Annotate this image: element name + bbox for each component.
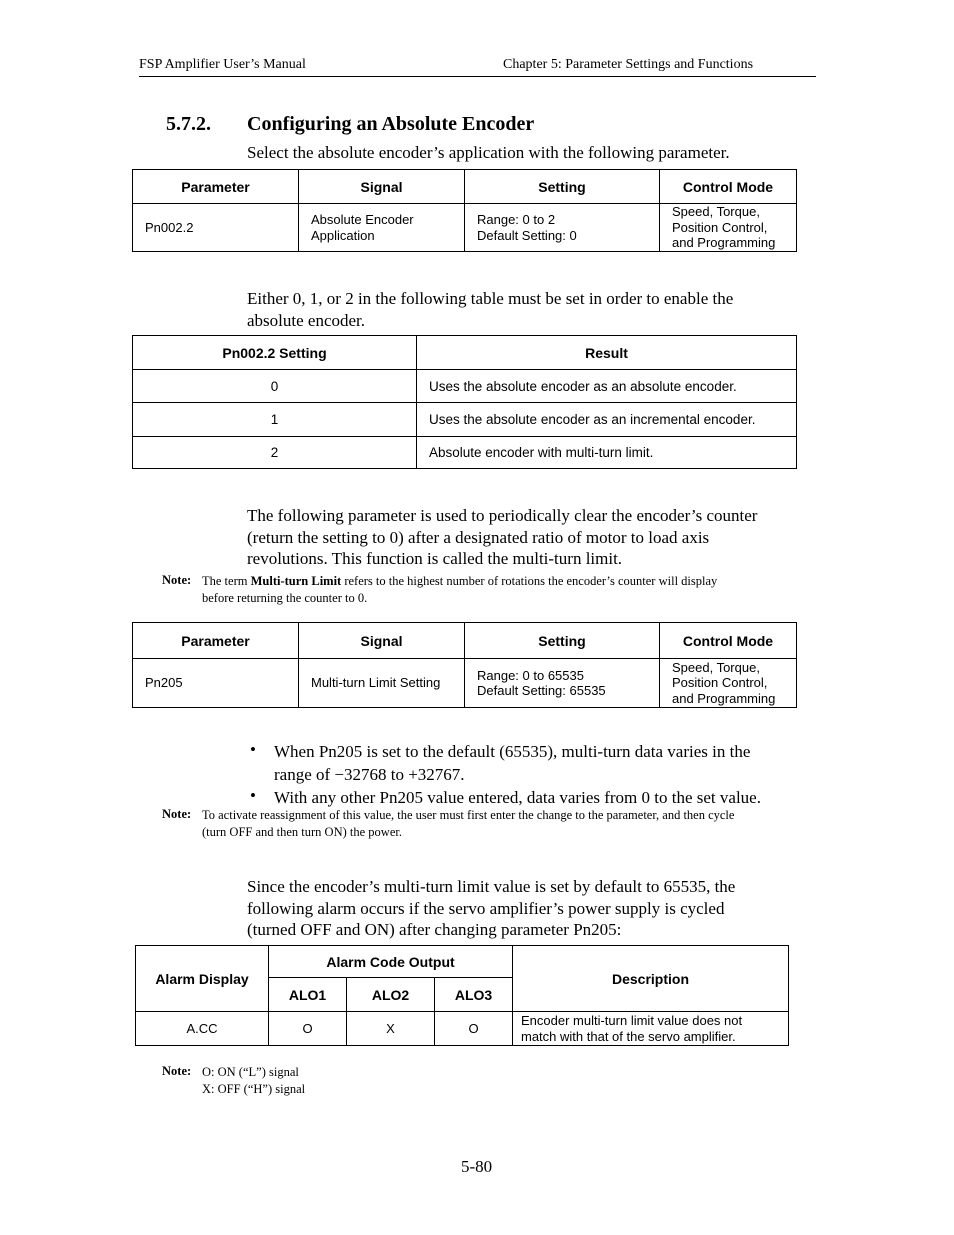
- table-cell: X: [347, 1012, 435, 1046]
- table-cell: Uses the absolute encoder as an absolute encoder.: [417, 370, 797, 403]
- table-cell: Pn002.2: [133, 204, 299, 252]
- parameter-table-pn002: [132, 169, 797, 252]
- note-label: Note:: [162, 807, 192, 821]
- section-intro: Select the absolute encoder’s application with the following parameter.: [247, 143, 730, 162]
- table-header: Control Mode: [660, 623, 797, 659]
- table-row: [133, 659, 797, 708]
- table-cell: 0: [133, 370, 417, 403]
- section-title: Configuring an Absolute Encoder: [247, 113, 535, 135]
- table-row: [133, 437, 797, 469]
- header-chapter-title: Chapter 5: Parameter Settings and Functions: [503, 57, 754, 72]
- table-header: Signal: [299, 623, 465, 659]
- table-row: [133, 403, 797, 437]
- table-header: ALO3: [435, 978, 513, 1012]
- note-label: Note:: [162, 1064, 192, 1078]
- table-header: Signal: [299, 170, 465, 204]
- table-header: Parameter: [133, 170, 299, 204]
- table-cell: Pn205: [133, 659, 299, 708]
- page-number: 5-80: [461, 1157, 493, 1176]
- table-cell: Speed, Torque, Position Control, and Programming: [660, 659, 797, 708]
- table-row: [136, 1012, 789, 1046]
- section-number: 5.7.2.: [166, 113, 211, 135]
- table-header: Pn002.2 Setting: [133, 336, 417, 370]
- table-cell: Multi-turn Limit Setting: [299, 659, 465, 708]
- table-header: Setting: [465, 623, 660, 659]
- table-header: ALO2: [347, 978, 435, 1012]
- table-cell: O: [435, 1012, 513, 1046]
- table-cell: Absolute encoder with multi-turn limit.: [417, 437, 797, 469]
- bullet-marker: •: [250, 786, 256, 805]
- bullet-default-range: When Pn205 is set to the default (65535), multi-turn data varies in the range of −32768 to +32767.: [274, 742, 751, 784]
- note-label: Note:: [162, 573, 192, 587]
- paragraph-multi-turn-limit: The following parameter is used to periodically clear the encoder’s counter (return the setting to 0) after a designated ratio of motor to load axis revolutions. This function is called the multi-turn limit.: [247, 506, 758, 568]
- table-header: Control Mode: [660, 170, 797, 204]
- alarm-table: [135, 945, 789, 1046]
- table-cell: Uses the absolute encoder as an incremental encoder.: [417, 403, 797, 437]
- table-cell: Absolute Encoder Application: [299, 204, 465, 252]
- table-header: Alarm Code Output: [269, 946, 513, 978]
- table-header: Alarm Display: [136, 946, 269, 1012]
- table-cell: Encoder multi-turn limit value does not match with that of the servo amplifier.: [513, 1012, 789, 1046]
- table-row: [133, 204, 797, 252]
- bullet-marker: •: [250, 740, 256, 759]
- bullet-other-value: With any other Pn205 value entered, data varies from 0 to the set value.: [274, 788, 761, 807]
- table-header: Description: [513, 946, 789, 1012]
- note-signal-legend: O: ON (“L”) signal X: OFF (“H”) signal: [202, 1065, 306, 1096]
- table-cell: Range: 0 to 65535 Default Setting: 65535: [465, 659, 660, 708]
- header-manual-title: FSP Amplifier User’s Manual: [139, 57, 306, 72]
- table-row: [133, 370, 797, 403]
- table-header: ALO1: [269, 978, 347, 1012]
- table-cell: Range: 0 to 2 Default Setting: 0: [465, 204, 660, 252]
- header-divider: [139, 76, 816, 77]
- setting-result-table: [132, 335, 797, 469]
- parameter-table-pn205: [132, 622, 797, 708]
- table-header: Result: [417, 336, 797, 370]
- paragraph-enable-absolute: Either 0, 1, or 2 in the following table must be set in order to enable the absolute encoder.: [247, 289, 734, 330]
- table-cell: Speed, Torque, Position Control, and Programming: [660, 204, 797, 252]
- table-cell: 2: [133, 437, 417, 469]
- paragraph-alarm-intro: Since the encoder’s multi-turn limit value is set by default to 65535, the following alarm occurs if the servo amplifier’s power supply is cycled (turned OFF and ON) after changing parameter Pn205:: [247, 877, 736, 939]
- table-cell: O: [269, 1012, 347, 1046]
- table-cell: A.CC: [136, 1012, 269, 1046]
- table-cell: 1: [133, 403, 417, 437]
- note-power-cycle: To activate reassignment of this value, the user must first enter the change to the parameter, and then cycle (turn OFF and then turn ON) the power.: [202, 808, 735, 839]
- note-multi-turn-definition: The term Multi-turn Limit refers to the highest number of rotations the encoder’s counter will display before returning the counter to 0.: [202, 574, 718, 605]
- table-header: Setting: [465, 170, 660, 204]
- table-header: Parameter: [133, 623, 299, 659]
